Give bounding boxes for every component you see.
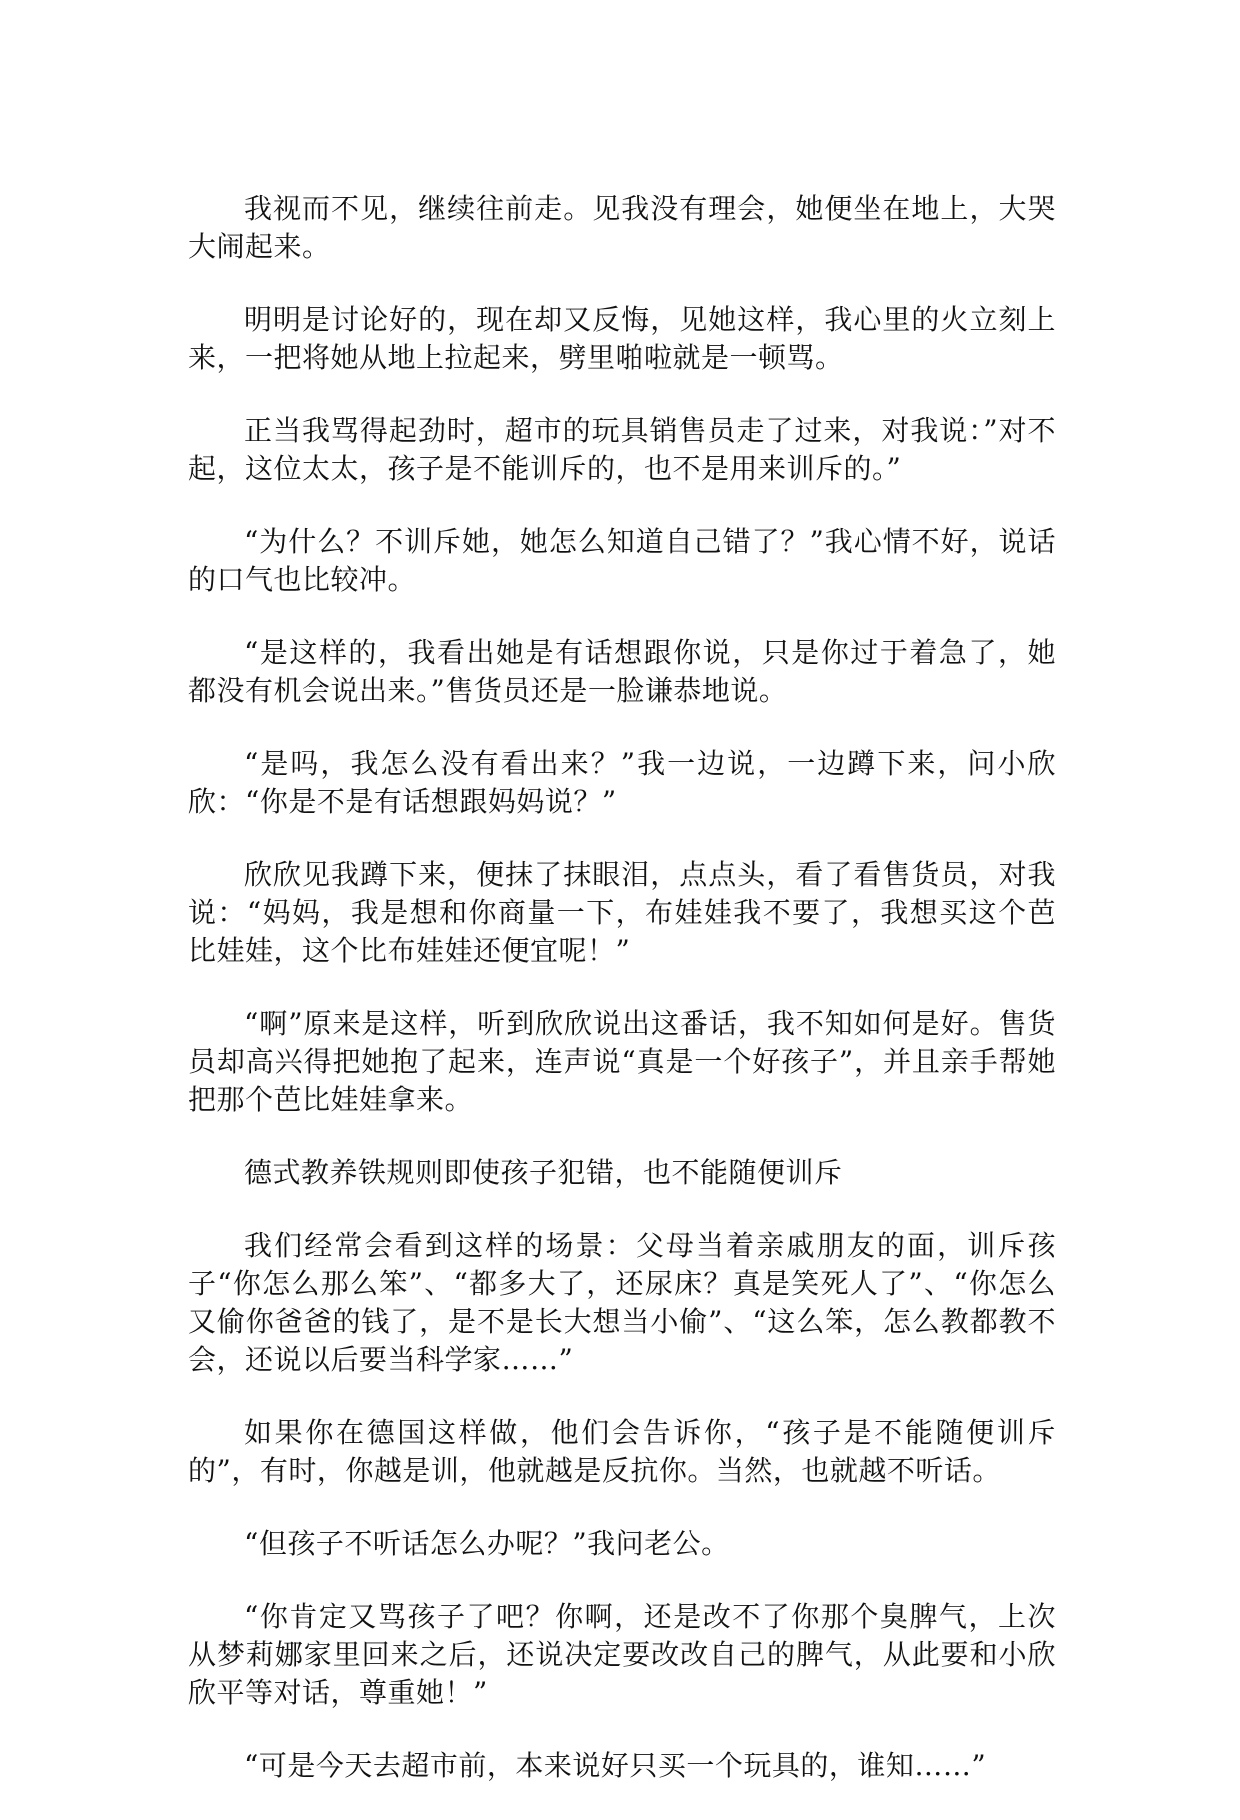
paragraph: 我视而不见，继续往前走。见我没有理会，她便坐在地上，大哭大闹起来。	[188, 192, 1056, 263]
paragraph: 我们经常会看到这样的场景：父母当着亲戚朋友的面，训斥孩子“你怎么那么笨”、“都多大了，还尿床？真是笑死人了”、“你怎么又偷你爸爸的钱了，是不是长大想当小偷”、“这么笨，怎么教都教不会，还说以后要当科学家……”	[188, 1229, 1056, 1376]
section-heading: 德式教养铁规则即使孩子犯错，也不能随便训斥	[244, 1156, 843, 1189]
paragraph: “是吗，我怎么没有看出来？”我一边说，一边蹲下来，问小欣欣：“你是不是有话想跟妈妈说？”	[188, 747, 1056, 818]
paragraph: 如果你在德国这样做，他们会告诉你，“孩子是不能随便训斥的”，有时，你越是训，他就越是反抗你。当然，也就越不听话。	[188, 1416, 1056, 1487]
paragraph: “啊”原来是这样，听到欣欣说出这番话，我不知如何是好。售货员却高兴得把她抱了起来，连声说“真是一个好孩子”，并且亲手帮她把那个芭比娃娃拿来。	[188, 1007, 1056, 1116]
paragraph: 明明是讨论好的，现在却又反悔，见她这样，我心里的火立刻上来，一把将她从地上拉起来，劈里啪啦就是一顿骂。	[188, 303, 1056, 374]
document-body	[188, 190, 1056, 1820]
paragraph: “可是今天去超市前，本来说好只买一个玩具的，谁知……”	[244, 1749, 987, 1782]
paragraph: “你肯定又骂孩子了吧？你啊，还是改不了你那个臭脾气，上次从梦莉娜家里回来之后，还说决定要改改自己的脾气，从此要和小欣欣平等对话，尊重她！”	[188, 1600, 1056, 1709]
paragraph: 欣欣见我蹲下来，便抹了抹眼泪，点点头，看了看售货员，对我说：“妈妈，我是想和你商量一下，布娃娃我不要了，我想买这个芭比娃娃，这个比布娃娃还便宜呢！”	[188, 858, 1056, 967]
paragraph: “但孩子不听话怎么办呢？”我问老公。	[244, 1527, 730, 1560]
paragraph: “为什么？不训斥她，她怎么知道自己错了？”我心情不好，说话的口气也比较冲。	[188, 525, 1056, 596]
paragraph: “是这样的，我看出她是有话想跟你说，只是你过于着急了，她都没有机会说出来。”售货员还是一脸谦恭地说。	[188, 636, 1056, 707]
paragraph: 正当我骂得起劲时，超市的玩具销售员走了过来，对我说：”对不起，这位太太，孩子是不能训斥的，也不是用来训斥的。”	[188, 414, 1056, 485]
